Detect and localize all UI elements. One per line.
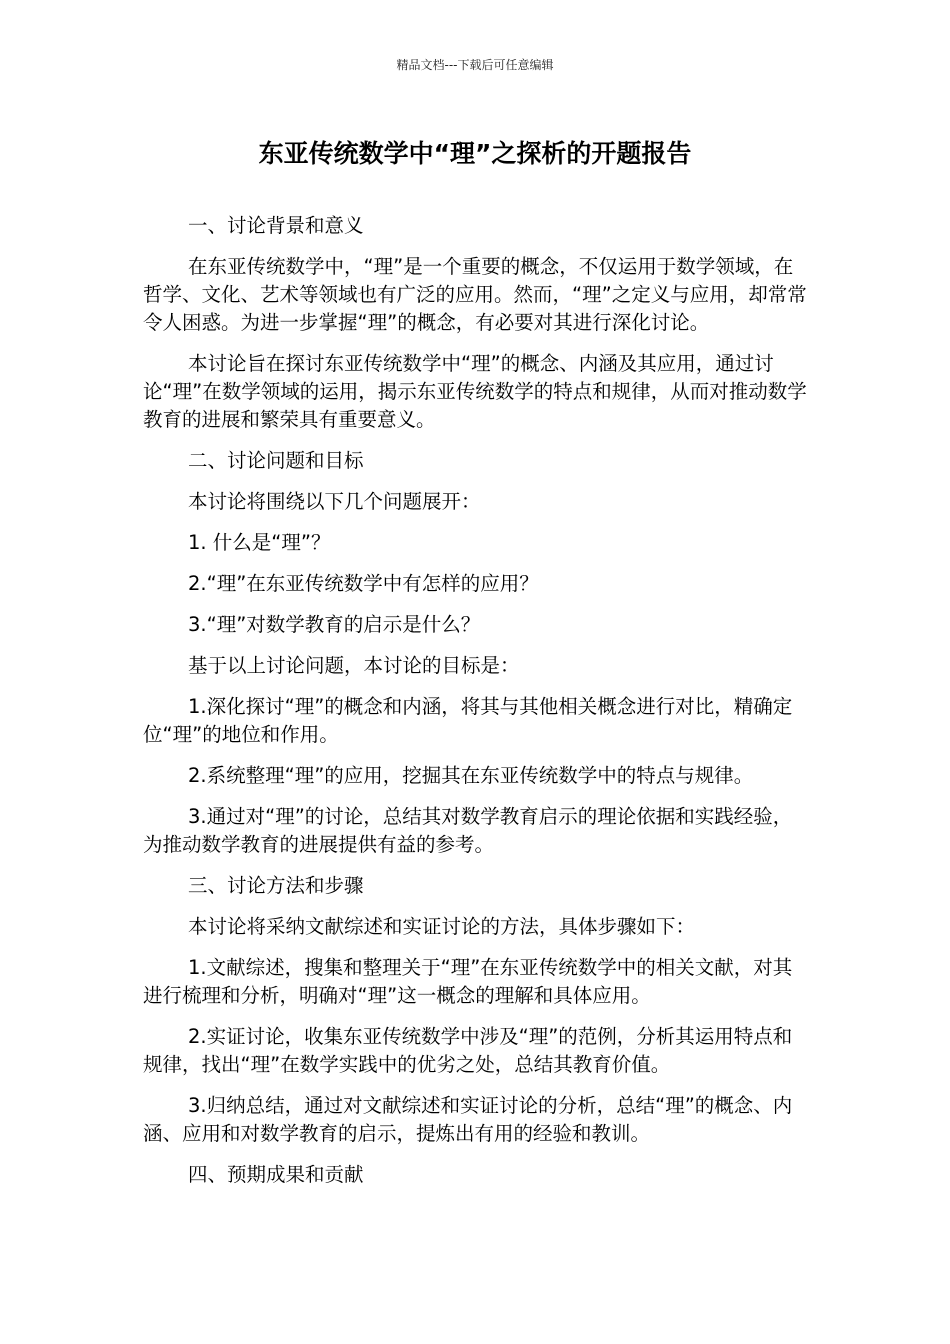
body-paragraph: 本讨论旨在探讨东亚传统数学中“理”的概念、内涵及其应用，通过讨论“理”在数学领域的运用，揭示东亚传统数学的特点和规律，从而对推动数学教育的进展和繁荣具有重要意义。	[143, 352, 807, 431]
question-item: 1. 什么是“理”？	[188, 531, 331, 554]
step-item: 2.实证讨论，收集东亚传统数学中涉及“理”的范例，分析其运用特点和规律，找出“理”在数学实践中的优劣之处，总结其教育价值。	[143, 1025, 793, 1076]
body-paragraph: 本讨论将围绕以下几个问题展开：	[188, 490, 481, 513]
question-item: 2.“理”在东亚传统数学中有怎样的应用？	[188, 572, 539, 595]
goal-item: 1.深化探讨“理”的概念和内涵，将其与其他相关概念进行对比，精确定位“理”的地位和作用。	[143, 695, 793, 746]
document-body	[143, 212, 807, 1202]
step-item: 3.归纳总结，通过对文献综述和实证讨论的分析，总结“理”的概念、内涵、应用和对数学教育的启示，提炼出有用的经验和教训。	[143, 1094, 793, 1145]
page-header: 精品文档---下载后可任意编辑	[396, 58, 554, 72]
section-heading-questions: 二、讨论问题和目标	[188, 449, 364, 472]
section-heading-outcomes: 四、预期成果和贡献	[188, 1163, 364, 1186]
step-item: 1.文献综述，搜集和整理关于“理”在东亚传统数学中的相关文献，对其进行梳理和分析，明确对“理”这一概念的理解和具体应用。	[143, 956, 793, 1007]
section-heading-background: 一、讨论背景和意义	[188, 214, 364, 237]
question-item: 3.“理”对数学教育的启示是什么？	[188, 613, 481, 636]
document-title: 东亚传统数学中“理”之探析的开题报告	[258, 139, 692, 168]
goal-item: 3.通过对“理”的讨论，总结其对数学教育启示的理论依据和实践经验，为推动数学教育的进展提供有益的参考。	[143, 805, 793, 856]
goal-item: 2.系统整理“理”的应用，挖掘其在东亚传统数学中的特点与规律。	[188, 764, 754, 787]
body-paragraph: 基于以上讨论问题，本讨论的目标是：	[188, 654, 520, 677]
section-heading-methods: 三、讨论方法和步骤	[188, 874, 364, 897]
body-paragraph: 在东亚传统数学中，“理”是一个重要的概念，不仅运用于数学领域，在哲学、文化、艺术等领域也有广泛的应用。然而，“理”之定义与应用，却常常令人困惑。为进一步掌握“理”的概念，有必要对其进行深化讨论。	[143, 255, 807, 334]
body-paragraph: 本讨论将采纳文献综述和实证讨论的方法，具体步骤如下：	[188, 915, 696, 938]
